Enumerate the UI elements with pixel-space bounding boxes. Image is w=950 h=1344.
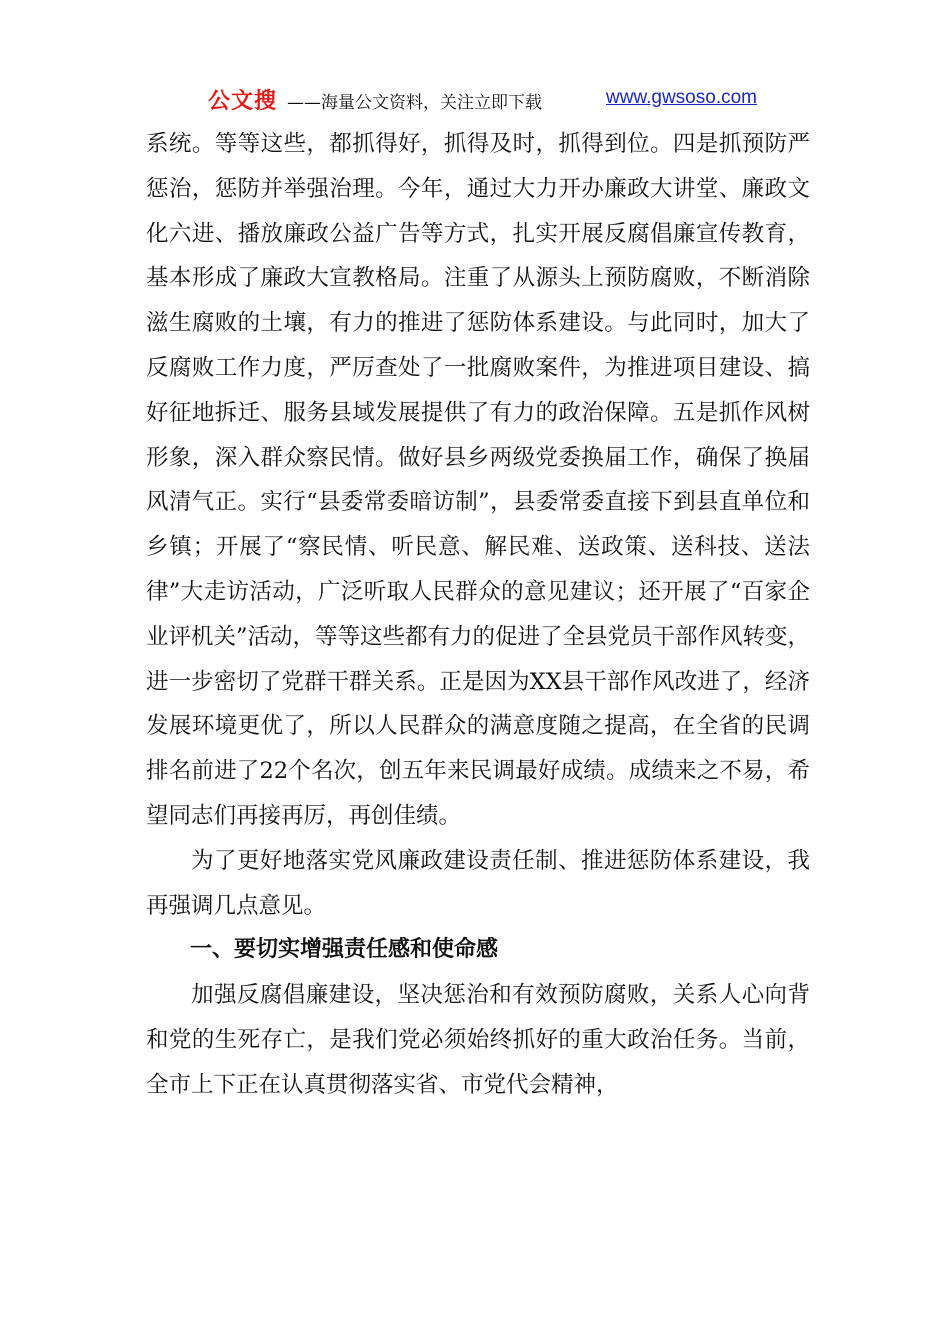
brand-logo-text: 公文搜: [208, 89, 278, 114]
body-paragraph-continued: 系统。等等这些，都抓得好，抓得及时，抓得到位。四是抓预防严惩治，惩防并举强治理。今年，通过大力开办廉政大讲堂、廉政文化六进、播放廉政公益广告等方式，扎实开展反腐倡廉宣传教育，基本形成了廉政大宣教格局。注重了从源头上预防腐败，不断消除滋生腐败的土壤，有力的推进了惩防体系建设。与此同时，加大了反腐败工作力度，严厉查处了一批腐败案件，为推进项目建设、搞好征地拆迁、服务县域发展提供了有力的政治保障。五是抓作风树形象，深入群众察民情。做好县乡两级党委换届工作，确保了换届风清气正。实行“县委常委暗访制”，县委常委直接下到县直单位和乡镇；开展了“察民情、听民意、解民难、送政策、送科技、送法律”大走访活动，广泛听取人民群众的意见建议；还开展了“百家企业评机关”活动，等等这些都有力的促进了全县党员干部作风转变，进一步密切了党群干群关系。正是因为XX县干部作风改进了，经济发展环境更优了，所以人民群众的满意度随之提高，在全省的民调排名前进了22个名次，创五年来民调最好成绩。成绩来之不易，希望同志们再接再厉，再创佳绩。: [146, 131, 811, 829]
section-heading-1: 一、要切实增强责任感和使命感: [190, 937, 499, 963]
page-header: [0, 80, 950, 120]
body-paragraph-section-1: 加强反腐倡廉建设，坚决惩治和有效预防腐败，关系人心向背和党的生死存亡，是我们党必须始终抓好的重大政治任务。当前，全市上下正在认真贯彻落实省、市党代会精神，: [146, 982, 810, 1098]
body-paragraph-intro: 为了更好地落实党风廉政建设责任制、推进惩防体系建设，我再强调几点意见。: [146, 847, 810, 919]
document-body: [146, 122, 810, 1108]
header-url-link[interactable]: www.gwsoso.com: [606, 87, 757, 108]
header-tagline: ——海量公文资料，关注立即下载: [287, 93, 542, 113]
